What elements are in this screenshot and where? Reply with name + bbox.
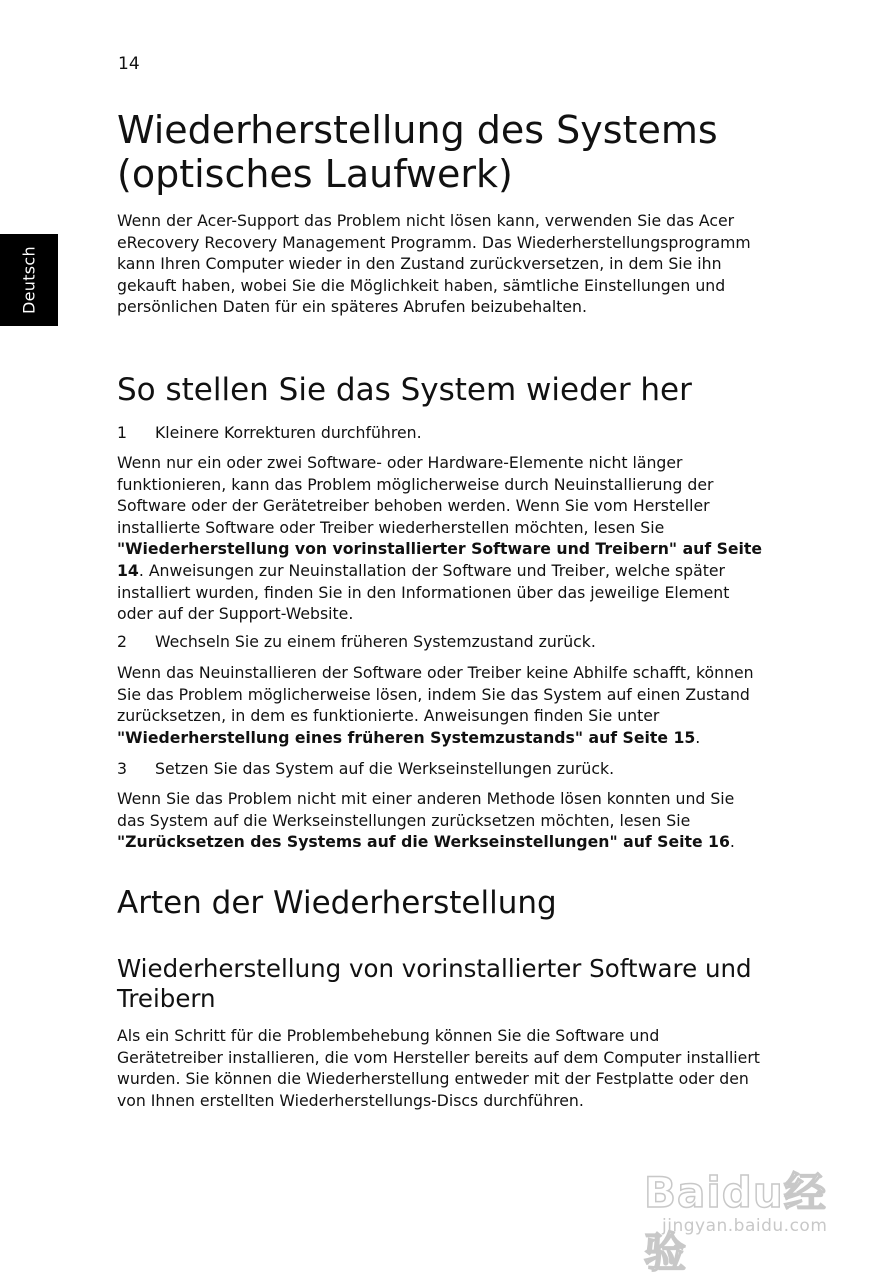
watermark-url: jingyan.baidu.com: [662, 1216, 828, 1236]
list-item-label: Kleinere Korrekturen durchführen.: [155, 423, 422, 442]
section-heading-recovery-types: Arten der Wiederherstellung: [117, 885, 557, 921]
list-item-number: 2: [117, 632, 127, 651]
list-item-2-paragraph: [117, 662, 767, 748]
list-item-label: Wechseln Sie zu einem früheren Systemzustand zurück.: [155, 632, 596, 651]
intro-paragraph: Wenn der Acer-Support das Problem nicht lösen kann, verwenden Sie das Acer eRecovery Recovery Management Programm. Das Wiederherstellungsprogramm kann Ihren Computer wieder in den Zustand zurückversetzen, in dem Sie ihn gekauft haben, wobei Sie die Möglichkeit haben, sämtliche Einstellungen und persönlichen Daten für ein späteres Abrufen beizubehalten.: [117, 211, 751, 317]
cross-reference-link[interactable]: "Wiederherstellung eines früheren Systemzustands" auf Seite 15: [117, 727, 696, 747]
list-item-3: [117, 759, 767, 779]
cross-reference-link[interactable]: "Wiederherstellung von vorinstallierter Software und Treibern" auf Seite 14: [117, 539, 763, 580]
list-item-2: [117, 632, 767, 652]
list-item-label: Setzen Sie das System auf die Werkseinstellungen zurück.: [155, 759, 615, 778]
list-item-number: 1: [117, 423, 127, 442]
language-side-tab: [0, 234, 58, 326]
list-item-number: 3: [117, 759, 127, 778]
cross-reference-link[interactable]: "Zurücksetzen des Systems auf die Werkseinstellungen" auf Seite 16: [117, 832, 730, 852]
paragraph-text: Wenn nur ein oder zwei Software- oder Hardware-Elemente nicht länger funktionieren, kann das Problem möglicherweise durch Neuinstallierung der Software oder der Gerätetreiber behoben werden. Wenn Sie vom Hersteller installierte Software oder Treiber wiederherstellen möchten, lesen Sie: [117, 453, 714, 537]
list-item-1-paragraph: [117, 452, 767, 625]
list-item-3-paragraph: [117, 788, 767, 853]
list-item-1: [117, 423, 767, 443]
page-title: Wiederherstellung des Systems (optisches Laufwerk): [117, 108, 718, 196]
subsection-heading: Wiederherstellung von vorinstallierter Software und Treibern: [117, 954, 752, 1013]
paragraph-text: Wenn das Neuinstallieren der Software oder Treiber keine Abhilfe schafft, können Sie das Problem möglicherweise lösen, indem Sie das System auf einen Zustand zurücksetzen, in dem es funktionierte. Anweisungen finden Sie unter: [117, 663, 754, 726]
paragraph-text: .: [729, 832, 735, 852]
section-heading-restore: So stellen Sie das System wieder her: [117, 372, 692, 408]
paragraph-text: Wenn Sie das Problem nicht mit einer anderen Methode lösen konnten und Sie das System auf die Werkseinstellungen zurücksetzen möchten, lesen Sie: [117, 789, 735, 830]
side-tab-label: Deutsch: [19, 246, 39, 314]
paragraph-text: . Anweisungen zur Neuinstallation der Software und Treiber, welche später installiert wurden, finden Sie in den Informationen über das jeweilige Element oder auf der Support-Website.: [117, 560, 730, 624]
paragraph-text: .: [695, 727, 701, 747]
page-number: 14: [118, 54, 140, 74]
subsection-paragraph: Als ein Schritt für die Problembehebung können Sie die Software und Gerätetreiber installieren, die vom Hersteller bereits auf dem Computer installiert wurden. Sie können die Wiederherstellung entweder mit der Festplatte oder den von Ihnen erstellten Wiederherstellungs-Discs durchführen.: [117, 1026, 760, 1110]
watermark: [644, 1148, 844, 1277]
watermark-logo: Baidu经验: [644, 1168, 827, 1277]
